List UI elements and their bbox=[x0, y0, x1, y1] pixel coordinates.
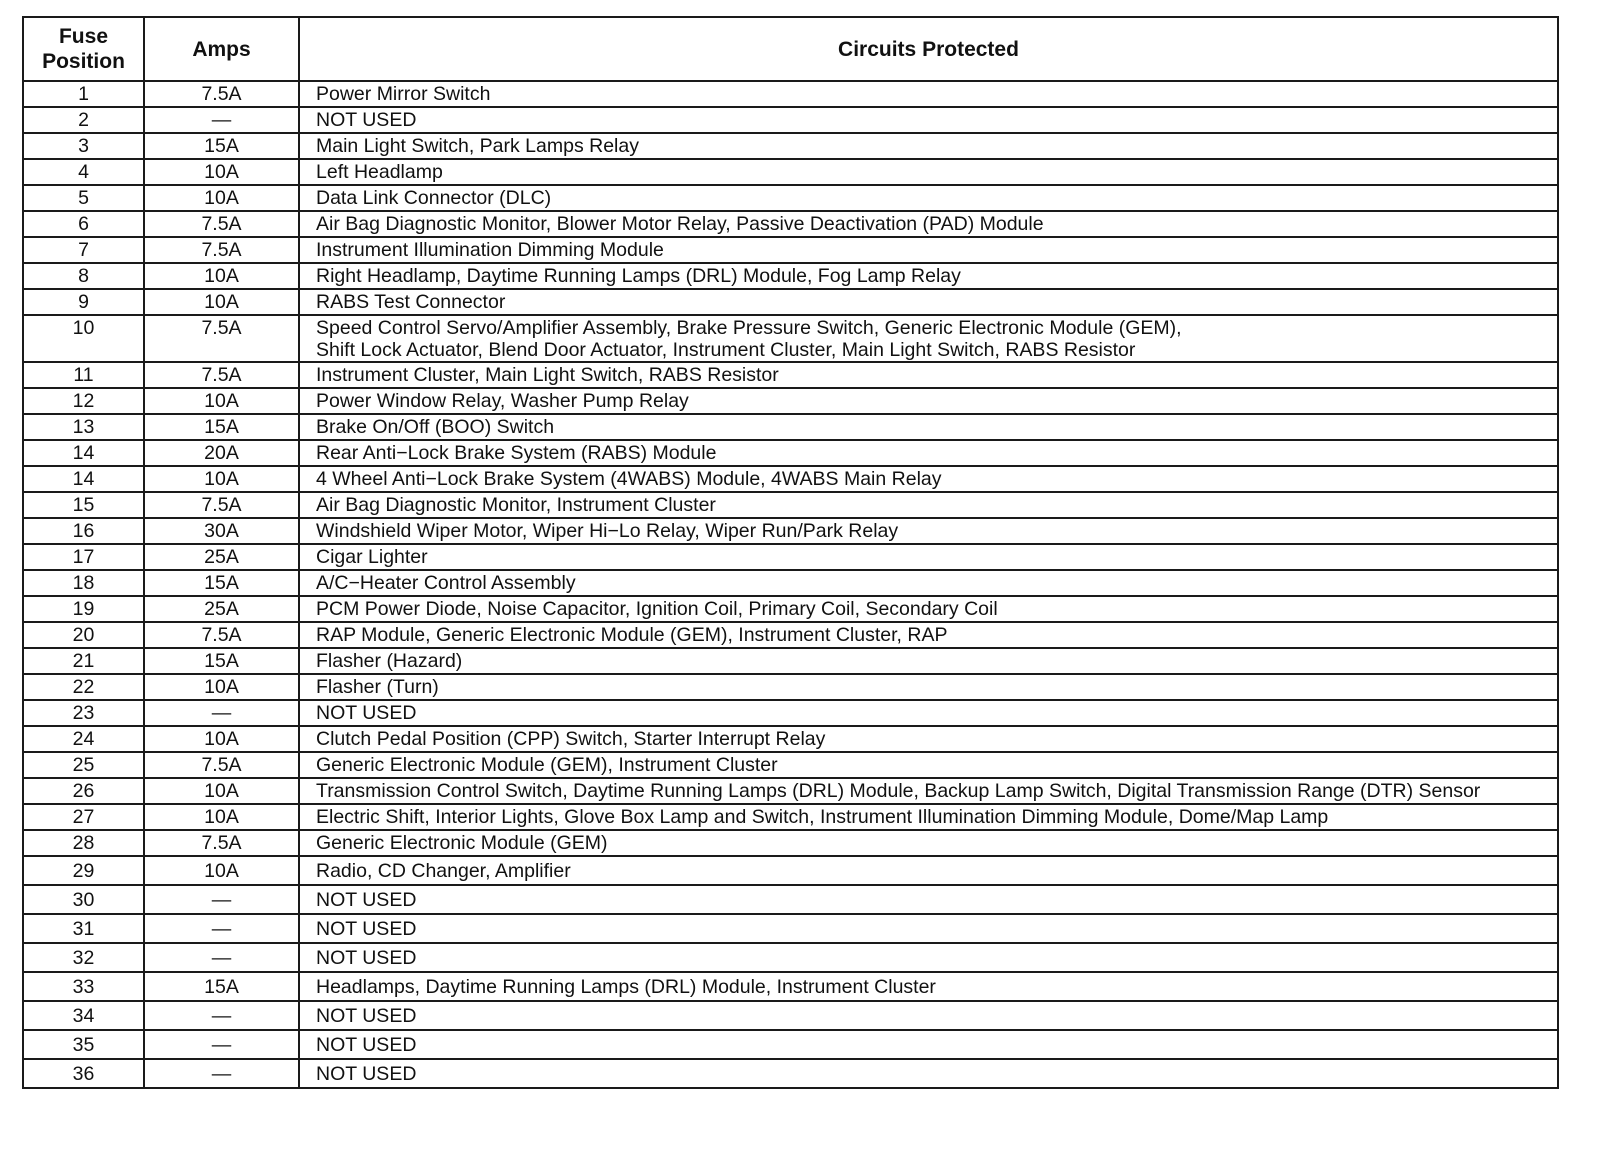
fuse-position-cell: 17 bbox=[23, 544, 144, 570]
circuits-cell: PCM Power Diode, Noise Capacitor, Ignition Coil, Primary Coil, Secondary Coil bbox=[299, 596, 1558, 622]
amps-cell: — bbox=[144, 885, 299, 914]
amps-cell: 10A bbox=[144, 263, 299, 289]
table-row bbox=[23, 778, 1558, 804]
table-row bbox=[23, 885, 1558, 914]
circuits-cell: NOT USED bbox=[299, 700, 1558, 726]
table-row bbox=[23, 1059, 1558, 1088]
fuse-position-cell: 11 bbox=[23, 362, 144, 388]
table-row bbox=[23, 804, 1558, 830]
amps-cell: — bbox=[144, 914, 299, 943]
circuits-cell: Air Bag Diagnostic Monitor, Instrument Cluster bbox=[299, 492, 1558, 518]
table-row bbox=[23, 81, 1558, 107]
circuits-cell: NOT USED bbox=[299, 107, 1558, 133]
table-row bbox=[23, 518, 1558, 544]
fuse-position-cell: 21 bbox=[23, 648, 144, 674]
circuits-cell: Headlamps, Daytime Running Lamps (DRL) Module, Instrument Cluster bbox=[299, 972, 1558, 1001]
amps-cell: — bbox=[144, 1059, 299, 1088]
circuits-cell: Generic Electronic Module (GEM) bbox=[299, 830, 1558, 856]
circuits-cell: Cigar Lighter bbox=[299, 544, 1558, 570]
table-row bbox=[23, 211, 1558, 237]
amps-cell: 7.5A bbox=[144, 622, 299, 648]
fuse-position-cell: 29 bbox=[23, 856, 144, 885]
header-fuse-position: Fuse Position bbox=[23, 17, 144, 81]
amps-cell: 10A bbox=[144, 185, 299, 211]
table-row bbox=[23, 972, 1558, 1001]
amps-cell: 10A bbox=[144, 804, 299, 830]
circuits-cell: RAP Module, Generic Electronic Module (GEM), Instrument Cluster, RAP bbox=[299, 622, 1558, 648]
amps-cell: 10A bbox=[144, 466, 299, 492]
circuits-cell: Main Light Switch, Park Lamps Relay bbox=[299, 133, 1558, 159]
fuse-position-cell: 18 bbox=[23, 570, 144, 596]
fuse-position-cell: 36 bbox=[23, 1059, 144, 1088]
amps-cell: 25A bbox=[144, 596, 299, 622]
amps-cell: 7.5A bbox=[144, 830, 299, 856]
circuits-cell: Left Headlamp bbox=[299, 159, 1558, 185]
amps-cell: 7.5A bbox=[144, 492, 299, 518]
circuits-cell: Electric Shift, Interior Lights, Glove Box Lamp and Switch, Instrument Illumination Dimming Module, Dome/Map Lamp bbox=[299, 804, 1558, 830]
fuse-position-cell: 2 bbox=[23, 107, 144, 133]
fuse-position-cell: 35 bbox=[23, 1030, 144, 1059]
amps-cell: 7.5A bbox=[144, 362, 299, 388]
amps-cell: — bbox=[144, 1001, 299, 1030]
amps-cell: 10A bbox=[144, 856, 299, 885]
fuse-position-cell: 23 bbox=[23, 700, 144, 726]
fuse-position-cell: 28 bbox=[23, 830, 144, 856]
table-row bbox=[23, 674, 1558, 700]
fuse-position-cell: 5 bbox=[23, 185, 144, 211]
fuse-table bbox=[22, 16, 1559, 1089]
header-amps: Amps bbox=[144, 17, 299, 81]
fuse-position-cell: 32 bbox=[23, 943, 144, 972]
circuits-cell: A/C−Heater Control Assembly bbox=[299, 570, 1558, 596]
fuse-position-cell: 20 bbox=[23, 622, 144, 648]
fuse-position-cell: 13 bbox=[23, 414, 144, 440]
table-row bbox=[23, 570, 1558, 596]
amps-cell: 7.5A bbox=[144, 752, 299, 778]
amps-cell: 10A bbox=[144, 778, 299, 804]
fuse-position-cell: 14 bbox=[23, 440, 144, 466]
amps-cell: 15A bbox=[144, 972, 299, 1001]
amps-cell: 7.5A bbox=[144, 237, 299, 263]
amps-cell: 30A bbox=[144, 518, 299, 544]
table-row bbox=[23, 544, 1558, 570]
amps-cell: 20A bbox=[144, 440, 299, 466]
table-row bbox=[23, 466, 1558, 492]
fuse-position-cell: 12 bbox=[23, 388, 144, 414]
circuits-cell: NOT USED bbox=[299, 885, 1558, 914]
table-row bbox=[23, 726, 1558, 752]
amps-cell: 15A bbox=[144, 648, 299, 674]
fuse-position-cell: 27 bbox=[23, 804, 144, 830]
table-row bbox=[23, 856, 1558, 885]
fuse-position-cell: 15 bbox=[23, 492, 144, 518]
amps-cell: 15A bbox=[144, 570, 299, 596]
circuits-cell: Instrument Cluster, Main Light Switch, RABS Resistor bbox=[299, 362, 1558, 388]
table-row bbox=[23, 914, 1558, 943]
table-row bbox=[23, 315, 1558, 362]
fuse-position-cell: 8 bbox=[23, 263, 144, 289]
header-circuits-protected: Circuits Protected bbox=[299, 17, 1558, 81]
table-row bbox=[23, 648, 1558, 674]
fuse-position-cell: 4 bbox=[23, 159, 144, 185]
table-row bbox=[23, 289, 1558, 315]
table-row bbox=[23, 622, 1558, 648]
fuse-position-cell: 3 bbox=[23, 133, 144, 159]
circuits-cell: Clutch Pedal Position (CPP) Switch, Starter Interrupt Relay bbox=[299, 726, 1558, 752]
amps-cell: 15A bbox=[144, 133, 299, 159]
circuits-cell: Flasher (Turn) bbox=[299, 674, 1558, 700]
table-row bbox=[23, 1030, 1558, 1059]
table-row bbox=[23, 107, 1558, 133]
circuits-cell: Generic Electronic Module (GEM), Instrument Cluster bbox=[299, 752, 1558, 778]
fuse-position-cell: 31 bbox=[23, 914, 144, 943]
amps-cell: — bbox=[144, 107, 299, 133]
circuits-cell: NOT USED bbox=[299, 914, 1558, 943]
circuits-cell: Power Window Relay, Washer Pump Relay bbox=[299, 388, 1558, 414]
circuits-cell: Speed Control Servo/Amplifier Assembly, Brake Pressure Switch, Generic Electronic Module (GEM), Shift Lock Actuator, Blend Door Actuator, Instrument Cluster, Main Light Switch, RABS Resistor bbox=[299, 315, 1558, 362]
fuse-position-cell: 16 bbox=[23, 518, 144, 544]
circuits-cell: Right Headlamp, Daytime Running Lamps (DRL) Module, Fog Lamp Relay bbox=[299, 263, 1558, 289]
table-row bbox=[23, 388, 1558, 414]
table-row bbox=[23, 159, 1558, 185]
fuse-position-cell: 10 bbox=[23, 315, 144, 362]
circuits-cell: Flasher (Hazard) bbox=[299, 648, 1558, 674]
fuse-position-cell: 19 bbox=[23, 596, 144, 622]
table-row bbox=[23, 752, 1558, 778]
circuits-cell: NOT USED bbox=[299, 943, 1558, 972]
circuits-cell: Transmission Control Switch, Daytime Running Lamps (DRL) Module, Backup Lamp Switch, Digital Transmission Range (DTR) Sensor bbox=[299, 778, 1558, 804]
table-row bbox=[23, 263, 1558, 289]
table-row bbox=[23, 362, 1558, 388]
fuse-position-cell: 33 bbox=[23, 972, 144, 1001]
fuse-position-cell: 1 bbox=[23, 81, 144, 107]
circuits-cell: NOT USED bbox=[299, 1059, 1558, 1088]
fuse-position-cell: 14 bbox=[23, 466, 144, 492]
circuits-cell: Rear Anti−Lock Brake System (RABS) Module bbox=[299, 440, 1558, 466]
amps-cell: 10A bbox=[144, 726, 299, 752]
amps-cell: 7.5A bbox=[144, 211, 299, 237]
circuits-cell: Instrument Illumination Dimming Module bbox=[299, 237, 1558, 263]
table-row bbox=[23, 943, 1558, 972]
fuse-position-cell: 25 bbox=[23, 752, 144, 778]
table-row bbox=[23, 700, 1558, 726]
fuse-position-cell: 22 bbox=[23, 674, 144, 700]
circuits-cell: Data Link Connector (DLC) bbox=[299, 185, 1558, 211]
amps-cell: 10A bbox=[144, 159, 299, 185]
circuits-cell: Windshield Wiper Motor, Wiper Hi−Lo Relay, Wiper Run/Park Relay bbox=[299, 518, 1558, 544]
circuits-cell: Radio, CD Changer, Amplifier bbox=[299, 856, 1558, 885]
amps-cell: — bbox=[144, 943, 299, 972]
table-row bbox=[23, 440, 1558, 466]
circuits-cell: NOT USED bbox=[299, 1030, 1558, 1059]
fuse-position-cell: 7 bbox=[23, 237, 144, 263]
amps-cell: 7.5A bbox=[144, 315, 299, 362]
table-row bbox=[23, 237, 1558, 263]
circuits-cell: RABS Test Connector bbox=[299, 289, 1558, 315]
fuse-position-cell: 6 bbox=[23, 211, 144, 237]
amps-cell: 10A bbox=[144, 674, 299, 700]
circuits-cell: Power Mirror Switch bbox=[299, 81, 1558, 107]
table-row bbox=[23, 492, 1558, 518]
fuse-position-cell: 30 bbox=[23, 885, 144, 914]
amps-cell: — bbox=[144, 1030, 299, 1059]
fuse-position-cell: 24 bbox=[23, 726, 144, 752]
table-row bbox=[23, 1001, 1558, 1030]
table-row bbox=[23, 414, 1558, 440]
amps-cell: 25A bbox=[144, 544, 299, 570]
amps-cell: 7.5A bbox=[144, 81, 299, 107]
fuse-position-cell: 9 bbox=[23, 289, 144, 315]
amps-cell: 10A bbox=[144, 388, 299, 414]
table-row bbox=[23, 185, 1558, 211]
circuits-cell: Air Bag Diagnostic Monitor, Blower Motor Relay, Passive Deactivation (PAD) Module bbox=[299, 211, 1558, 237]
fuse-position-cell: 34 bbox=[23, 1001, 144, 1030]
circuits-cell: NOT USED bbox=[299, 1001, 1558, 1030]
amps-cell: 10A bbox=[144, 289, 299, 315]
amps-cell: — bbox=[144, 700, 299, 726]
table-row bbox=[23, 596, 1558, 622]
amps-cell: 15A bbox=[144, 414, 299, 440]
table-row bbox=[23, 133, 1558, 159]
circuits-cell: Brake On/Off (BOO) Switch bbox=[299, 414, 1558, 440]
circuits-cell: 4 Wheel Anti−Lock Brake System (4WABS) Module, 4WABS Main Relay bbox=[299, 466, 1558, 492]
fuse-position-cell: 26 bbox=[23, 778, 144, 804]
table-row bbox=[23, 830, 1558, 856]
header-row bbox=[23, 17, 1558, 81]
